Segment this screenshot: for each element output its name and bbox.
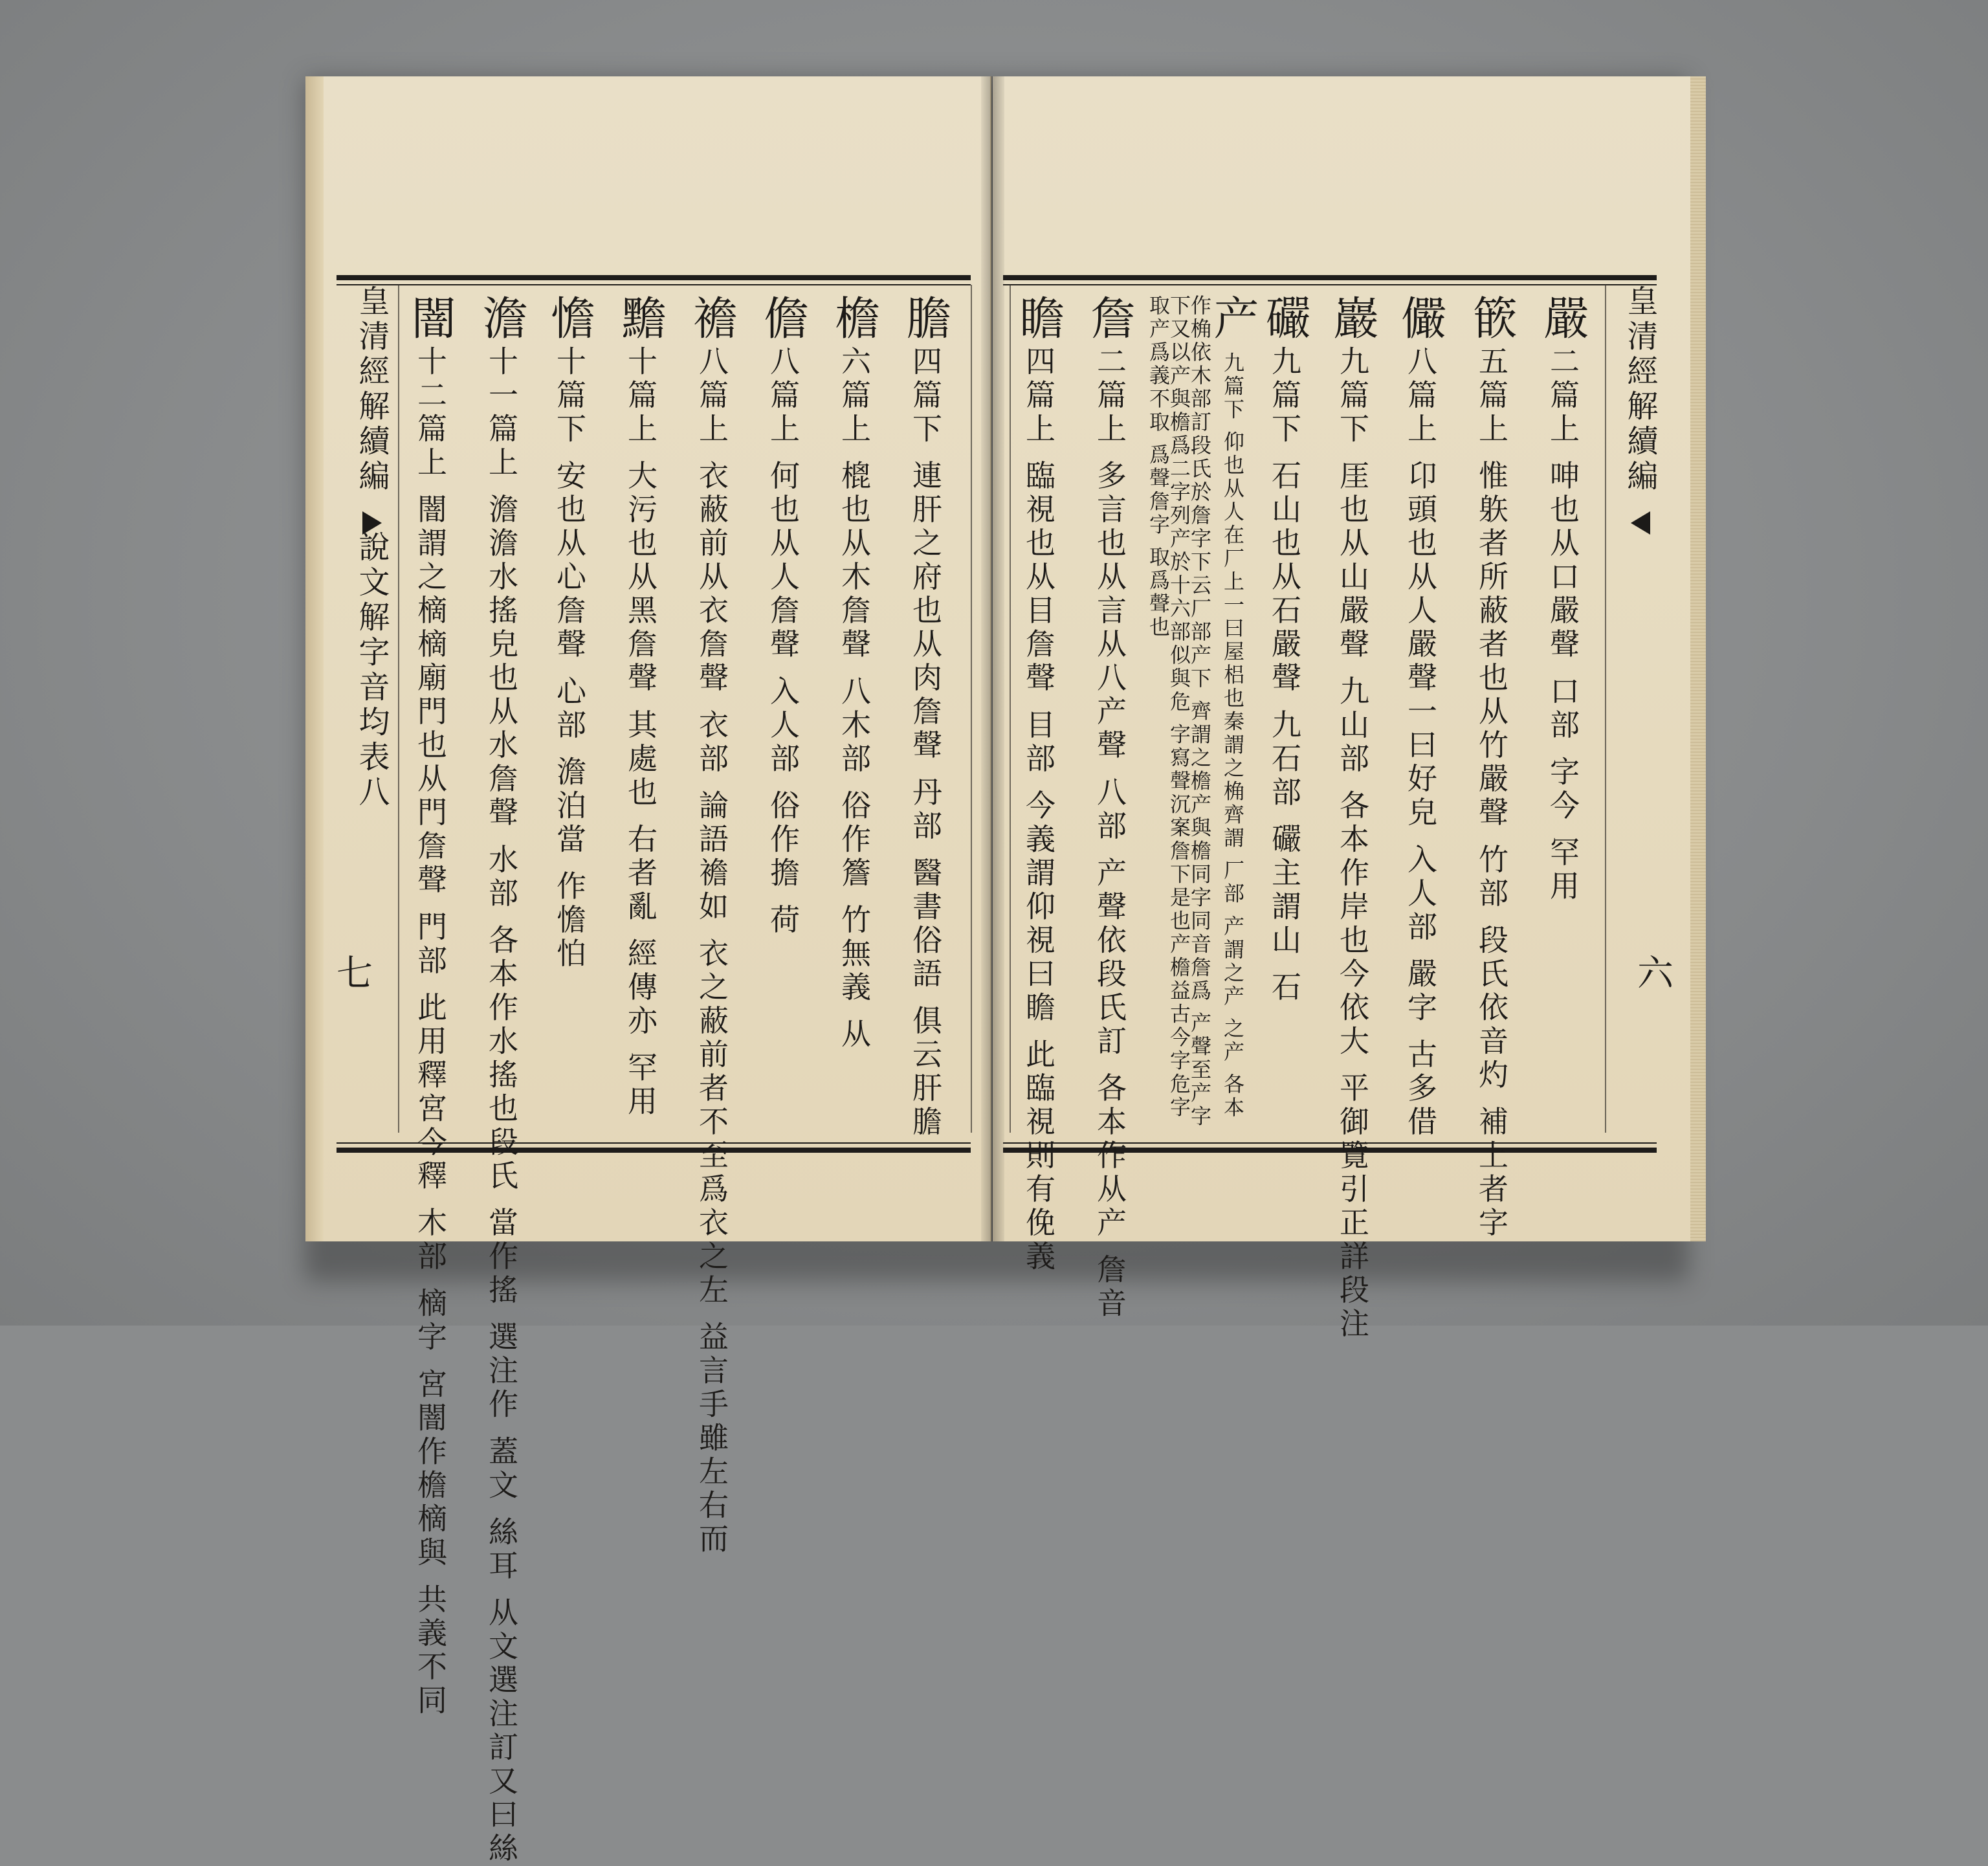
entry-head: 檐	[828, 294, 881, 342]
left-column-7	[475, 294, 528, 1866]
entry-head: 产	[1206, 294, 1259, 342]
left-edge-subtitle: 說文解字音均表八	[353, 531, 390, 810]
entry-head: 膽	[899, 294, 952, 342]
left-column-1	[899, 294, 952, 1140]
left-column-2	[828, 294, 881, 1129]
column-rule	[398, 285, 399, 1133]
right-column-6	[1146, 294, 1259, 1129]
entry-text: 九篇下 厓也从山嚴聲 九山部 各本作岸也今依大 平御覽引正詳段注	[1335, 346, 1370, 1342]
entry-head: 篏	[1465, 294, 1518, 342]
right-column-3	[1394, 294, 1447, 1140]
entry-text: 十二篇上 闇謂之樀樀廟門也从門詹聲 門部 此用釋宮今釋 木部 樀字 宮闇作檐樀與 共義不同	[413, 346, 448, 1718]
entry-text: 四篇上 臨視也从目詹聲 目部 今義謂仰視曰瞻 此臨視則有俛義	[1021, 346, 1056, 1274]
left-page-number: 七	[337, 953, 373, 995]
right-column-7	[1083, 294, 1136, 1322]
column-rule	[1605, 285, 1606, 1133]
entry-text: 二篇上 呻也从口嚴聲 口部 字今 罕用	[1545, 346, 1580, 904]
right-edge-title: 皇清經解續編	[1622, 285, 1658, 494]
entry-text: 四篇下 連肝之府也从肉詹聲 丹部 醫書俗語 俱云肝膽	[908, 346, 943, 1140]
left-column-5	[614, 294, 667, 1129]
left-column-8	[404, 294, 457, 1718]
entry-head: 儋	[757, 294, 810, 342]
entry-head: 黵	[614, 294, 667, 342]
left-edge-title: 皇清經解續編	[353, 285, 390, 494]
right-page-number: 六	[1637, 953, 1673, 995]
right-column-5	[1258, 294, 1311, 1129]
entry-head: 嚴	[1536, 294, 1589, 342]
right-column-4	[1326, 294, 1379, 1342]
entry-text: 六篇上 㮰也从木詹聲 八木部 俗作簷 竹無義 从	[837, 346, 872, 1052]
entry-text: 二篇上 多言也从言从八产聲 八部 产聲依段氏訂 各本作从产 詹音	[1092, 346, 1127, 1322]
entry-text: 九篇下 石山也从石嚴聲 九石部 礹主謂山 石	[1267, 346, 1302, 1005]
book-gutter	[981, 76, 1004, 1241]
column-rule	[1010, 285, 1011, 1133]
entry-head: 瞻	[1012, 294, 1065, 342]
entry-head: 澹	[475, 294, 528, 342]
left-column-4	[685, 294, 738, 1557]
entry-head: 襜	[685, 294, 738, 342]
right-column-1	[1536, 294, 1589, 1129]
right-column-2	[1465, 294, 1518, 1241]
left-column-3	[757, 294, 810, 1129]
entry-text: 八篇上 何也从人詹聲 入人部 俗作擔 荷	[766, 346, 801, 938]
entry-head: 儼	[1394, 294, 1447, 342]
fish-tail-mark-icon	[362, 511, 382, 535]
entry-text: 九篇下 仰也从人在厂上一曰屋梠也秦謂之桷齊謂 厂部 产謂之产 之产 各本作桷依木部訂段氏於詹字下云厂部产下 齊謂之檐产與檐同字同音詹爲 产聲至产字下又以产與檐爲二字列产於十六部似與危 字寫聲沉案詹下是也产檐益古今字危字取产爲義不取 爲聲詹字 取爲聲也	[1146, 294, 1245, 1129]
entry-text: 十篇下 安也从心詹聲 心部 澹泊當 作憺怕	[552, 346, 587, 972]
right-column-8	[1012, 294, 1065, 1274]
entry-head: 詹	[1083, 294, 1136, 342]
entry-text: 八篇上 卬頭也从人嚴聲一曰好皃 入人部 嚴字 古多借	[1403, 346, 1438, 1140]
entry-text: 十篇上 大污也从黑詹聲 其處也 右者亂 經傳亦 罕用	[623, 346, 658, 1120]
left-column-6	[543, 294, 596, 1129]
entry-text: 五篇上 惟䠶者所蔽者也从竹嚴聲 竹部 段氏依音灼 補上者字	[1474, 346, 1509, 1241]
column-rule	[971, 285, 972, 1133]
fish-tail-mark-icon-right	[1631, 511, 1650, 535]
entry-head: 礹	[1258, 294, 1311, 342]
entry-head: 巖	[1326, 294, 1379, 342]
entry-head: 憺	[543, 294, 596, 342]
entry-text: 八篇上 衣蔽前从衣詹聲 衣部 論語襜如 衣之蔽前者不至爲衣之左 益言手雖左右而	[694, 346, 729, 1557]
entry-head: 闇	[404, 294, 457, 342]
entry-text: 十一篇上 澹澹水搖皃也从水詹聲 水部 各本作水搖也段氏 當作搖 選注作 蓋文 絲耳 从文選注訂又曰絲	[484, 346, 519, 1866]
